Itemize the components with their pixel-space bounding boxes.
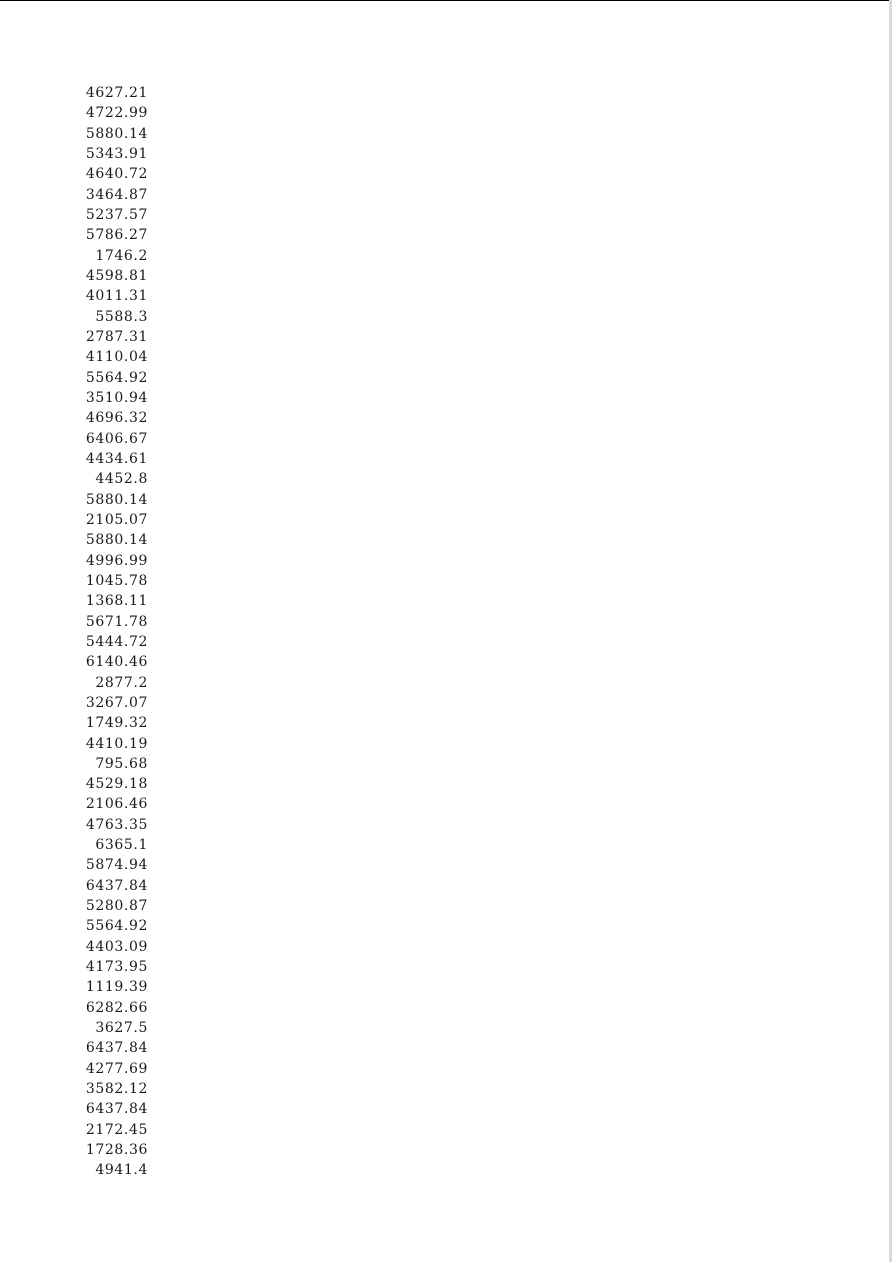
value-cell: 5880.14 xyxy=(85,491,148,508)
value-cell: 4110.04 xyxy=(85,349,148,366)
value-cell: 3464.87 xyxy=(85,186,148,203)
value-cell: 4696.32 xyxy=(85,410,148,427)
value-cell: 5874.94 xyxy=(85,857,148,874)
value-cell: 6282.66 xyxy=(85,999,148,1016)
value-cell: 5588.3 xyxy=(95,308,148,325)
value-cell: 2172.45 xyxy=(85,1121,148,1138)
value-cell: 4598.81 xyxy=(85,267,148,284)
value-cell: 3267.07 xyxy=(85,694,148,711)
value-cell: 1746.2 xyxy=(95,247,148,264)
value-cell: 5564.92 xyxy=(85,918,148,935)
value-cell: 5880.14 xyxy=(85,125,148,142)
value-cell: 4173.95 xyxy=(85,959,148,976)
value-cell: 3582.12 xyxy=(85,1081,148,1098)
value-cell: 4277.69 xyxy=(85,1060,148,1077)
value-cell: 4452.8 xyxy=(95,471,148,488)
value-cell: 6406.67 xyxy=(85,430,148,447)
value-cell: 4434.61 xyxy=(85,450,148,467)
value-cell: 4722.99 xyxy=(85,105,148,122)
value-cell: 1045.78 xyxy=(85,572,148,589)
value-cell: 5564.92 xyxy=(85,369,148,386)
value-cell: 3510.94 xyxy=(85,389,148,406)
value-column xyxy=(80,83,148,1181)
value-cell: 4011.31 xyxy=(85,288,148,305)
value-cell: 6140.46 xyxy=(85,654,148,671)
value-cell: 2105.07 xyxy=(85,511,148,528)
value-cell: 4640.72 xyxy=(85,166,148,183)
value-cell: 4996.99 xyxy=(85,552,148,569)
value-cell: 1119.39 xyxy=(85,979,148,996)
value-cell: 5237.57 xyxy=(85,206,148,223)
value-cell: 5343.91 xyxy=(85,145,148,162)
value-cell: 1368.11 xyxy=(85,593,148,610)
page-top-border xyxy=(0,0,892,1)
value-cell: 5880.14 xyxy=(85,532,148,549)
value-cell: 1728.36 xyxy=(85,1142,148,1159)
value-cell: 6437.84 xyxy=(85,877,148,894)
value-cell: 5280.87 xyxy=(85,898,148,915)
value-cell: 5786.27 xyxy=(85,227,148,244)
value-cell: 2106.46 xyxy=(85,796,148,813)
value-cell: 3627.5 xyxy=(95,1020,148,1037)
value-cell: 2877.2 xyxy=(95,674,148,691)
value-cell: 6365.1 xyxy=(95,837,148,854)
value-cell: 5444.72 xyxy=(85,633,148,650)
value-cell: 4529.18 xyxy=(85,776,148,793)
value-cell: 4763.35 xyxy=(85,816,148,833)
value-cell: 4410.19 xyxy=(85,735,148,752)
value-cell: 4627.21 xyxy=(85,85,148,101)
value-cell: 1749.32 xyxy=(85,715,148,732)
value-cell: 6437.84 xyxy=(85,1101,148,1118)
value-cell: 795.68 xyxy=(95,755,148,772)
value-cell: 5671.78 xyxy=(85,613,148,630)
value-cell: 6437.84 xyxy=(85,1040,148,1057)
value-cell: 4941.4 xyxy=(95,1162,148,1179)
value-cell: 4403.09 xyxy=(85,938,148,955)
value-cell: 2787.31 xyxy=(85,328,148,345)
